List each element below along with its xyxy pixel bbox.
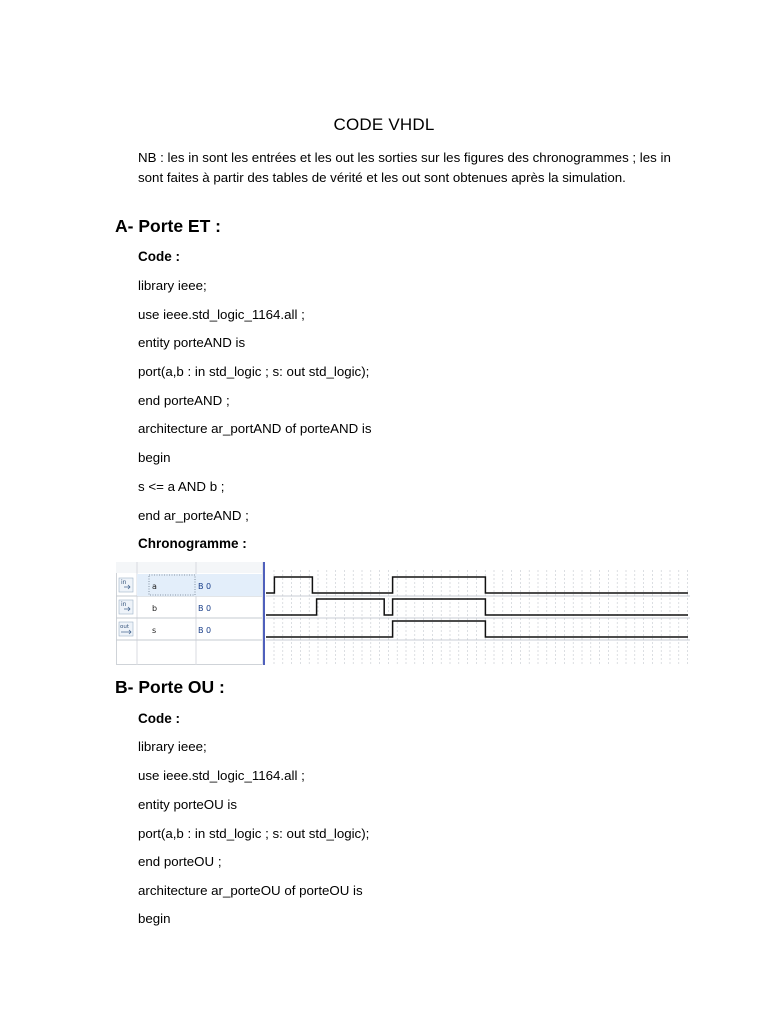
section-a-code-line: begin <box>138 450 171 465</box>
signal-name: b <box>152 604 158 613</box>
section-b-code-heading: Code : <box>138 711 180 726</box>
signal-dir-label: out <box>120 624 130 630</box>
nb-paragraph: NB : les in sont les entrées et les out les sorties sur les figures des chronogrammes ; les in sont faites à partir des tables de vérité et les out sont obtenues après la simulation. <box>138 150 671 185</box>
section-b-code-line: architecture ar_porteOU of porteOU is <box>138 883 363 898</box>
section-a-code-line: architecture ar_portAND of porteAND is <box>138 421 372 436</box>
section-a-title: A- Porte ET : <box>115 216 221 236</box>
section-b-title: B- Porte OU : <box>115 677 225 697</box>
signal-name: a <box>152 582 157 591</box>
section-a-code-line: end ar_porteAND ; <box>138 508 249 523</box>
section-b-code-line: port(a,b : in std_logic ; s: out std_logic); <box>138 826 370 841</box>
section-a-code-line: port(a,b : in std_logic ; s: out std_logic); <box>138 364 370 379</box>
section-a-code-line: end porteAND ; <box>138 393 230 408</box>
chronogram-figure <box>116 562 696 665</box>
section-a-code-line: use ieee.std_logic_1164.all ; <box>138 307 305 322</box>
signal-dir-label: in <box>121 579 127 586</box>
section-b-code-line: begin <box>138 911 171 926</box>
signal-dir-label: in <box>121 601 127 608</box>
signal-value: B 0 <box>198 582 212 591</box>
section-b-code-line: use ieee.std_logic_1164.all ; <box>138 768 305 783</box>
document-title: CODE VHDL <box>333 115 435 134</box>
section-a-code-line: library ieee; <box>138 278 207 293</box>
section-a-code-line: entity porteAND is <box>138 335 246 350</box>
chronogram-svg <box>116 562 696 665</box>
section-a-code-heading: Code : <box>138 249 180 264</box>
section-b-code-line: entity porteOU is <box>138 797 238 812</box>
section-a-code-line: s <= a AND b ; <box>138 479 225 494</box>
signal-list-header <box>116 562 262 573</box>
section-b-code-line: end porteOU ; <box>138 854 222 869</box>
section-a-chrono-heading: Chronogramme : <box>138 536 247 551</box>
signal-name: s <box>152 626 157 635</box>
signal-value: B 0 <box>198 626 212 635</box>
section-b-code-line: library ieee; <box>138 739 207 754</box>
signal-value: B 0 <box>198 604 212 613</box>
